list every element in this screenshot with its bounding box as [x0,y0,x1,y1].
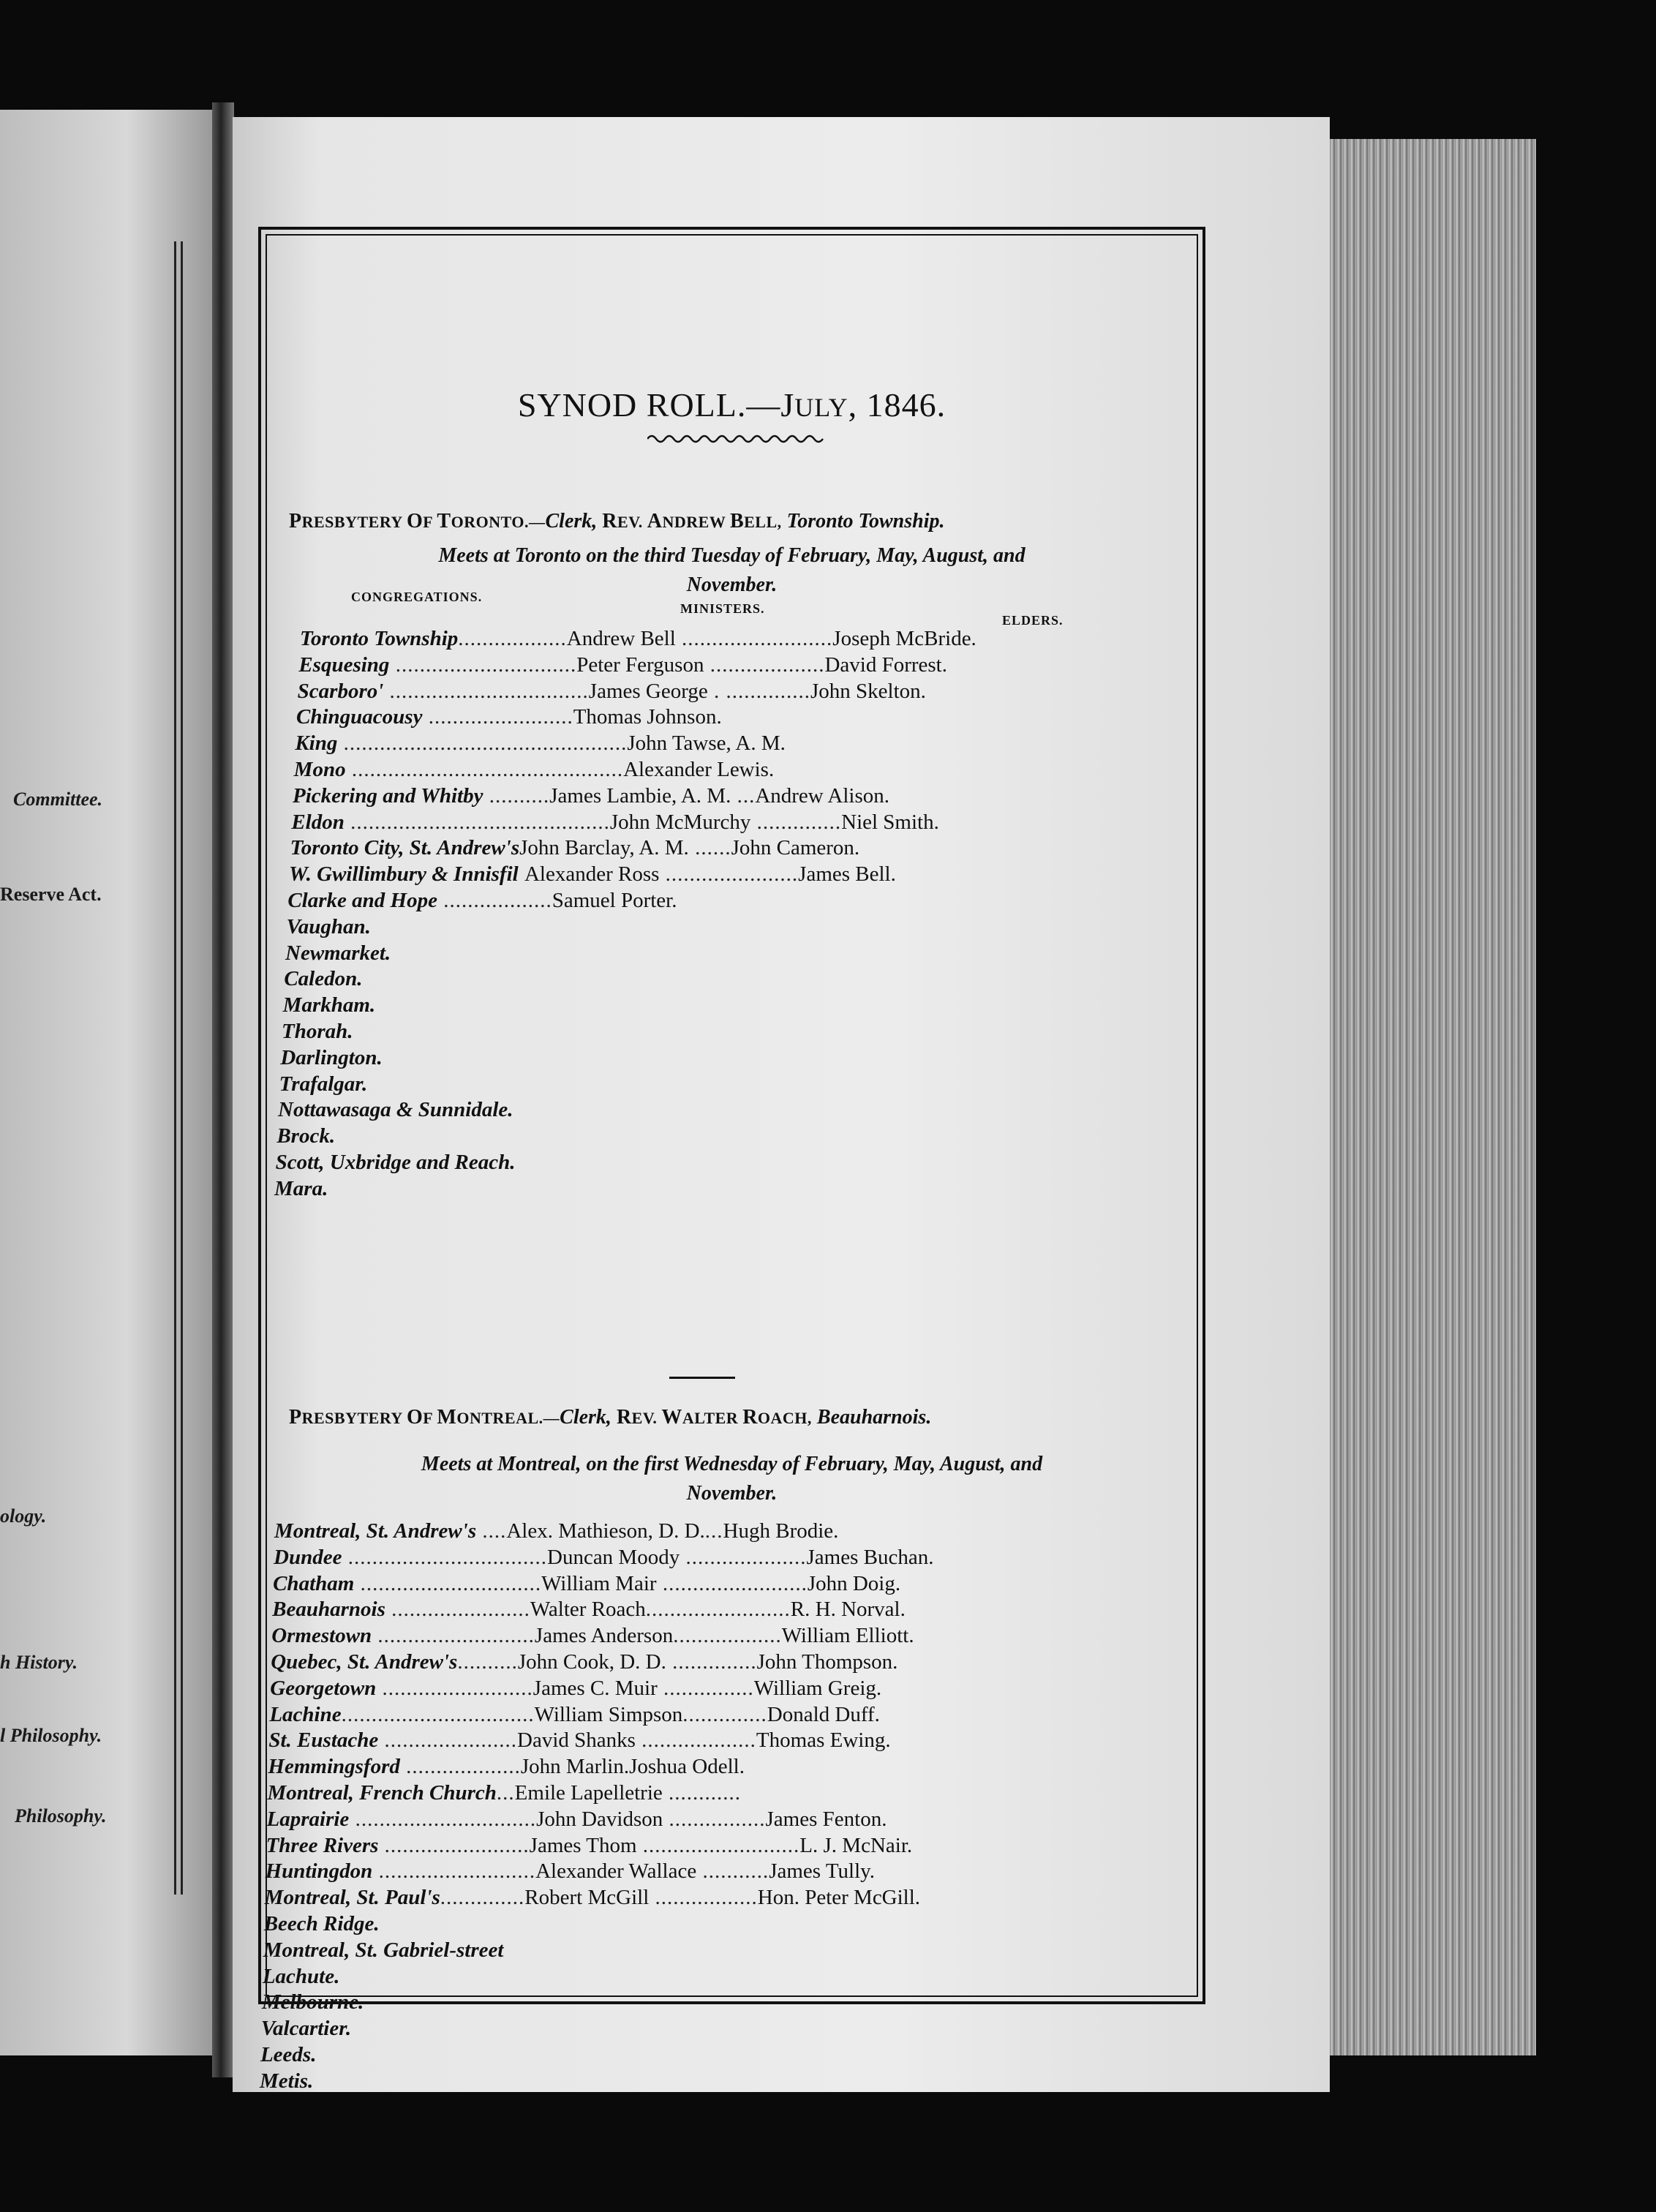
title-main: SYNOD ROLL.— [517,386,781,424]
congregation-name: Caledon. [284,967,363,991]
minister-name: Alexander Lewis. [623,758,775,781]
montreal-meeting-times: Meets at Montreal, on the first Wednesday of February, May, August, and November. [421,1453,1043,1505]
congregation-name: Markham. [282,993,376,1017]
leader-dots: ........................ [378,1833,530,1857]
minister-name: James Lambie, A. M. [549,783,731,808]
leader-dots: ........... [696,1859,769,1884]
leader-dots: ............................................. [345,758,624,781]
elder-name: Niel Smith. [841,810,939,834]
minister-name: William Simpson [534,1702,683,1726]
leader-dots: .......... [457,1650,518,1674]
montreal-clerk-place: Beauharnois. [816,1406,932,1429]
col-elders: ELDERS. [1002,613,1064,628]
leader-dots: ............... [657,1676,754,1700]
left-fragment: Philosophy. [15,1805,107,1827]
roll-row [269,1703,880,1726]
minister-name: Alexander Wallace [535,1859,697,1884]
minister-name: Samuel Porter. [552,889,677,912]
leader-dots: ................. [649,1886,758,1910]
leader-dots: ...................... [659,862,799,887]
minister-name: Peter Ferguson [576,652,704,677]
roll-row [260,2043,317,2066]
congregation-name: Eldon [291,810,345,834]
congregation-name: Brock. [276,1124,336,1148]
leader-dots: ... [731,783,756,808]
leader-dots: ....................... [385,1598,530,1622]
elder-name: James Buchan. [806,1545,934,1569]
minister-name: Alexander Ross [524,862,660,887]
roll-row [298,653,947,677]
leader-dots: . .............. [707,679,810,703]
congregation-name: Hemmingsford [268,1755,400,1779]
congregation-name: Thorah. [282,1020,353,1043]
leader-dots: ................... [704,652,825,677]
leader-dots: ........................................... [344,810,610,834]
minister-name: David Shanks [517,1728,636,1753]
roll-row [261,2017,351,2040]
congregation-name: Metis. [260,2069,314,2093]
elder-name: William Greig. [753,1676,882,1700]
congregation-name: Huntingdon [265,1859,373,1884]
roll-row [290,836,860,859]
roll-row [270,1677,881,1700]
roll-row [266,1859,875,1883]
congregation-name: Toronto Township [300,627,459,650]
leader-dots: ......................... [675,627,833,650]
roll-row [296,705,722,729]
minister-name: John Marlin. [520,1755,630,1779]
montreal-presbytery-label: PRESBYTERY OF MONTREAL.— [289,1406,560,1429]
minister-name: Walter Roach [530,1598,646,1622]
elder-name: R. H. Norval. [790,1598,906,1622]
roll-row [274,1519,838,1543]
minister-name: James George [588,679,708,703]
leader-dots: ...... [688,836,731,860]
elder-name: John Doig. [807,1571,901,1595]
roll-row [283,993,376,1017]
left-page-border [174,241,183,1895]
congregation-name: St. Eustache [268,1728,379,1753]
leader-dots: ........................ [422,705,573,729]
congregation-name: Three Rivers [266,1833,379,1857]
congregation-name: Montreal, St. Paul's [264,1886,440,1910]
minister-name: Duncan Moody [547,1545,680,1569]
roll-row [287,889,677,912]
roll-row [274,1177,328,1200]
elder-name: James Tully. [769,1859,875,1884]
leader-dots: .............. [750,810,842,834]
leader-dots: ........................ [656,1571,808,1595]
roll-row [279,1072,368,1096]
congregation-name: Nottawasaga & Sunnidale. [278,1098,513,1122]
roll-row [271,1624,914,1647]
leader-dots: ................ [663,1807,766,1831]
congregation-name: Esquesing [298,652,390,677]
elder-name: Andrew Alison. [755,783,889,808]
roll-row [294,758,775,781]
leader-dots: .......................... [636,1833,800,1857]
elder-name: John Skelton. [810,679,926,703]
congregation-name: Montreal, St. Andrew's [274,1519,477,1543]
roll-row [260,2069,313,2093]
elder-name: Joshua Odell. [629,1755,745,1779]
minister-name: Robert McGill [524,1886,650,1910]
elder-name: Donald Duff. [767,1702,880,1726]
leader-dots: .......................... [372,1624,535,1648]
page-content [260,236,1197,2093]
toronto-clerk-label: Clerk, [545,510,598,533]
minister-name: Alex. Mathieson, D. D. [506,1519,705,1543]
montreal-heading [289,1406,931,1429]
roll-row [295,731,786,755]
elder-name: David Forrest. [824,652,947,677]
leader-dots: .................. [437,889,552,912]
leader-dots: .............................. [354,1571,542,1595]
roll-row [267,1781,741,1805]
elder-name: Hon. Peter McGill. [757,1886,921,1910]
congregation-name: Toronto City, St. Andrew's [290,836,520,860]
minister-name: James C. Muir [532,1676,658,1700]
left-fragment: Committee. [13,789,103,810]
minister-name: John Tawse, A. M. [627,731,786,756]
toronto-heading [289,510,944,533]
montreal-clerk-name: REV. WALTER ROACH, [616,1406,812,1429]
roll-row [300,627,976,650]
congregation-name: Dundee [274,1545,342,1569]
elder-name: Hugh Brodie. [723,1519,839,1543]
left-fragment: ology. [0,1505,47,1527]
leader-dots: .................... [680,1545,807,1569]
minister-name: Emile Lapelletrie [514,1781,663,1805]
leader-dots [519,862,524,886]
elder-name: William Elliott. [781,1624,914,1648]
congregation-name: Trafalgar. [279,1072,368,1096]
congregation-name: Lachute. [262,1964,340,1988]
leader-dots: ................... [635,1728,756,1753]
leader-dots: .......................... [372,1859,536,1884]
roll-row [289,862,896,886]
toronto-clerk-name: REV. ANDREW BELL, [602,510,782,533]
congregation-name: Beauharnois [272,1598,385,1622]
elder-name: James Bell. [798,862,896,887]
leader-dots: ............ [662,1781,742,1805]
montreal-clerk-label: Clerk, [560,1406,611,1429]
congregation-name: Ormestown [271,1624,372,1648]
congregation-name: Quebec, St. Andrew's [271,1650,458,1674]
roll-row [263,1938,504,1962]
toronto-clerk-place: Toronto Township. [786,510,945,533]
congregation-name: Scott, Uxbridge and Reach. [275,1151,516,1174]
leader-dots: .............................. [389,652,577,677]
congregation-name: Newmarket. [285,941,391,965]
roll-row [262,1990,364,2014]
congregation-name: Scarboro' [297,679,384,703]
minister-name: John Barclay, A. M. [519,836,689,860]
congregation-name: Lachine [269,1702,342,1726]
leader-dots: .................. [458,627,567,650]
congregation-name: Pickering and Whitby [293,783,483,808]
title-month: JULY [780,386,848,424]
congregation-name: Vaughan. [286,914,371,938]
page-edges [1317,139,1536,2055]
congregation-name: Mara. [274,1176,328,1200]
roll-row [291,810,939,834]
congregation-name: Montreal, St. Gabriel-street [263,1938,504,1962]
roll-row [265,1886,920,1909]
roll-row [271,1650,897,1674]
leader-dots: .............. [440,1886,525,1910]
leader-dots: ................................. [342,1545,547,1569]
congregation-name: Valcartier. [260,2017,352,2041]
left-fragment: h History. [0,1652,78,1673]
leader-dots: ........................ [645,1598,791,1622]
roll-row [264,1912,380,1936]
congregation-name: Leeds. [260,2043,317,2066]
roll-row [273,1572,900,1595]
toronto-presbytery-label: PRESBYTERY OF TORONTO.— [289,510,546,533]
roll-row [293,784,889,808]
leader-dots: ......................... [376,1676,533,1700]
leader-dots: .............................. [349,1807,537,1831]
roll-row [298,680,926,703]
toronto-meeting-times: Meets at Toronto on the third Tuesday of February, May, August, and November. [438,544,1025,596]
congregation-name: Clarke and Hope [287,889,437,912]
section-divider [669,1377,735,1379]
leader-dots: ... [496,1781,515,1805]
minister-name: James Thom [529,1833,637,1857]
leader-dots: ... [704,1519,723,1543]
elder-name: John Cameron. [731,836,860,860]
roll-row [280,1046,382,1069]
roll-row [285,941,391,965]
leader-dots: ............................................... [337,731,628,756]
col-congregations: CONGREGATIONS. [351,590,483,604]
roll-row [268,1728,890,1752]
leader-dots: .... [476,1519,507,1543]
congregation-name: Melbourne. [261,1990,364,2014]
roll-row [278,1098,513,1121]
congregation-name: Montreal, French Church [267,1781,497,1805]
congregation-name: Mono [293,758,346,781]
leader-dots: ...................... [378,1728,517,1753]
congregation-name: King [295,731,338,756]
leader-dots: .......... [483,783,550,808]
minister-name: John Cook, D. D. [517,1650,666,1674]
leader-dots: .............. [682,1702,767,1726]
minister-name: John Davidson [536,1807,663,1831]
document-page [233,117,1330,2092]
minister-name: William Mair [541,1571,657,1595]
elder-name: L. J. McNair. [799,1833,913,1857]
page-title [267,385,1197,424]
roll-row [267,1807,887,1831]
roll-row [263,1965,340,1988]
roll-row [268,1755,745,1778]
elder-name: Joseph McBride. [832,627,976,650]
minister-name: James Anderson [534,1624,674,1648]
congregation-name: Georgetown [270,1676,377,1700]
roll-row [266,1834,913,1857]
roll-row [274,1546,933,1569]
leader-dots: ................... [399,1755,521,1779]
title-year: , 1846. [848,386,946,424]
leader-dots: .................. [673,1624,782,1648]
page-frame [258,227,1205,2093]
roll-row [284,967,362,990]
ornamental-rule [647,432,830,446]
roll-row [276,1151,516,1174]
left-facing-page [0,110,212,2055]
minister-name: John McMurchy [609,810,751,834]
roll-row [282,1020,353,1043]
leader-dots: .............. [666,1650,757,1674]
elder-name: James Fenton. [765,1807,887,1831]
col-ministers: MINISTERS. [680,601,765,616]
elder-name: Thomas Ewing. [756,1728,891,1753]
roll-row [287,915,371,938]
congregation-name: Laprairie [266,1807,350,1831]
minister-name: Thomas Johnson. [573,705,722,729]
leader-dots: ................................ [341,1702,535,1726]
congregation-name: Chatham [273,1571,355,1595]
minister-name: Andrew Bell [566,627,676,650]
congregation-name: Darlington. [280,1045,383,1069]
congregation-name: W. Gwillimbury & Innisfil [289,862,519,887]
roll-row [272,1598,906,1621]
left-fragment: Reserve Act. [0,884,102,905]
book-gutter [212,102,234,2077]
leader-dots: ................................. [383,679,589,703]
left-fragment: l Philosophy. [0,1725,102,1746]
congregation-name: Beech Ridge. [263,1912,380,1936]
congregation-name: Chinguacousy [296,705,423,729]
roll-row [276,1124,335,1148]
elder-name: John Thompson. [756,1650,898,1674]
